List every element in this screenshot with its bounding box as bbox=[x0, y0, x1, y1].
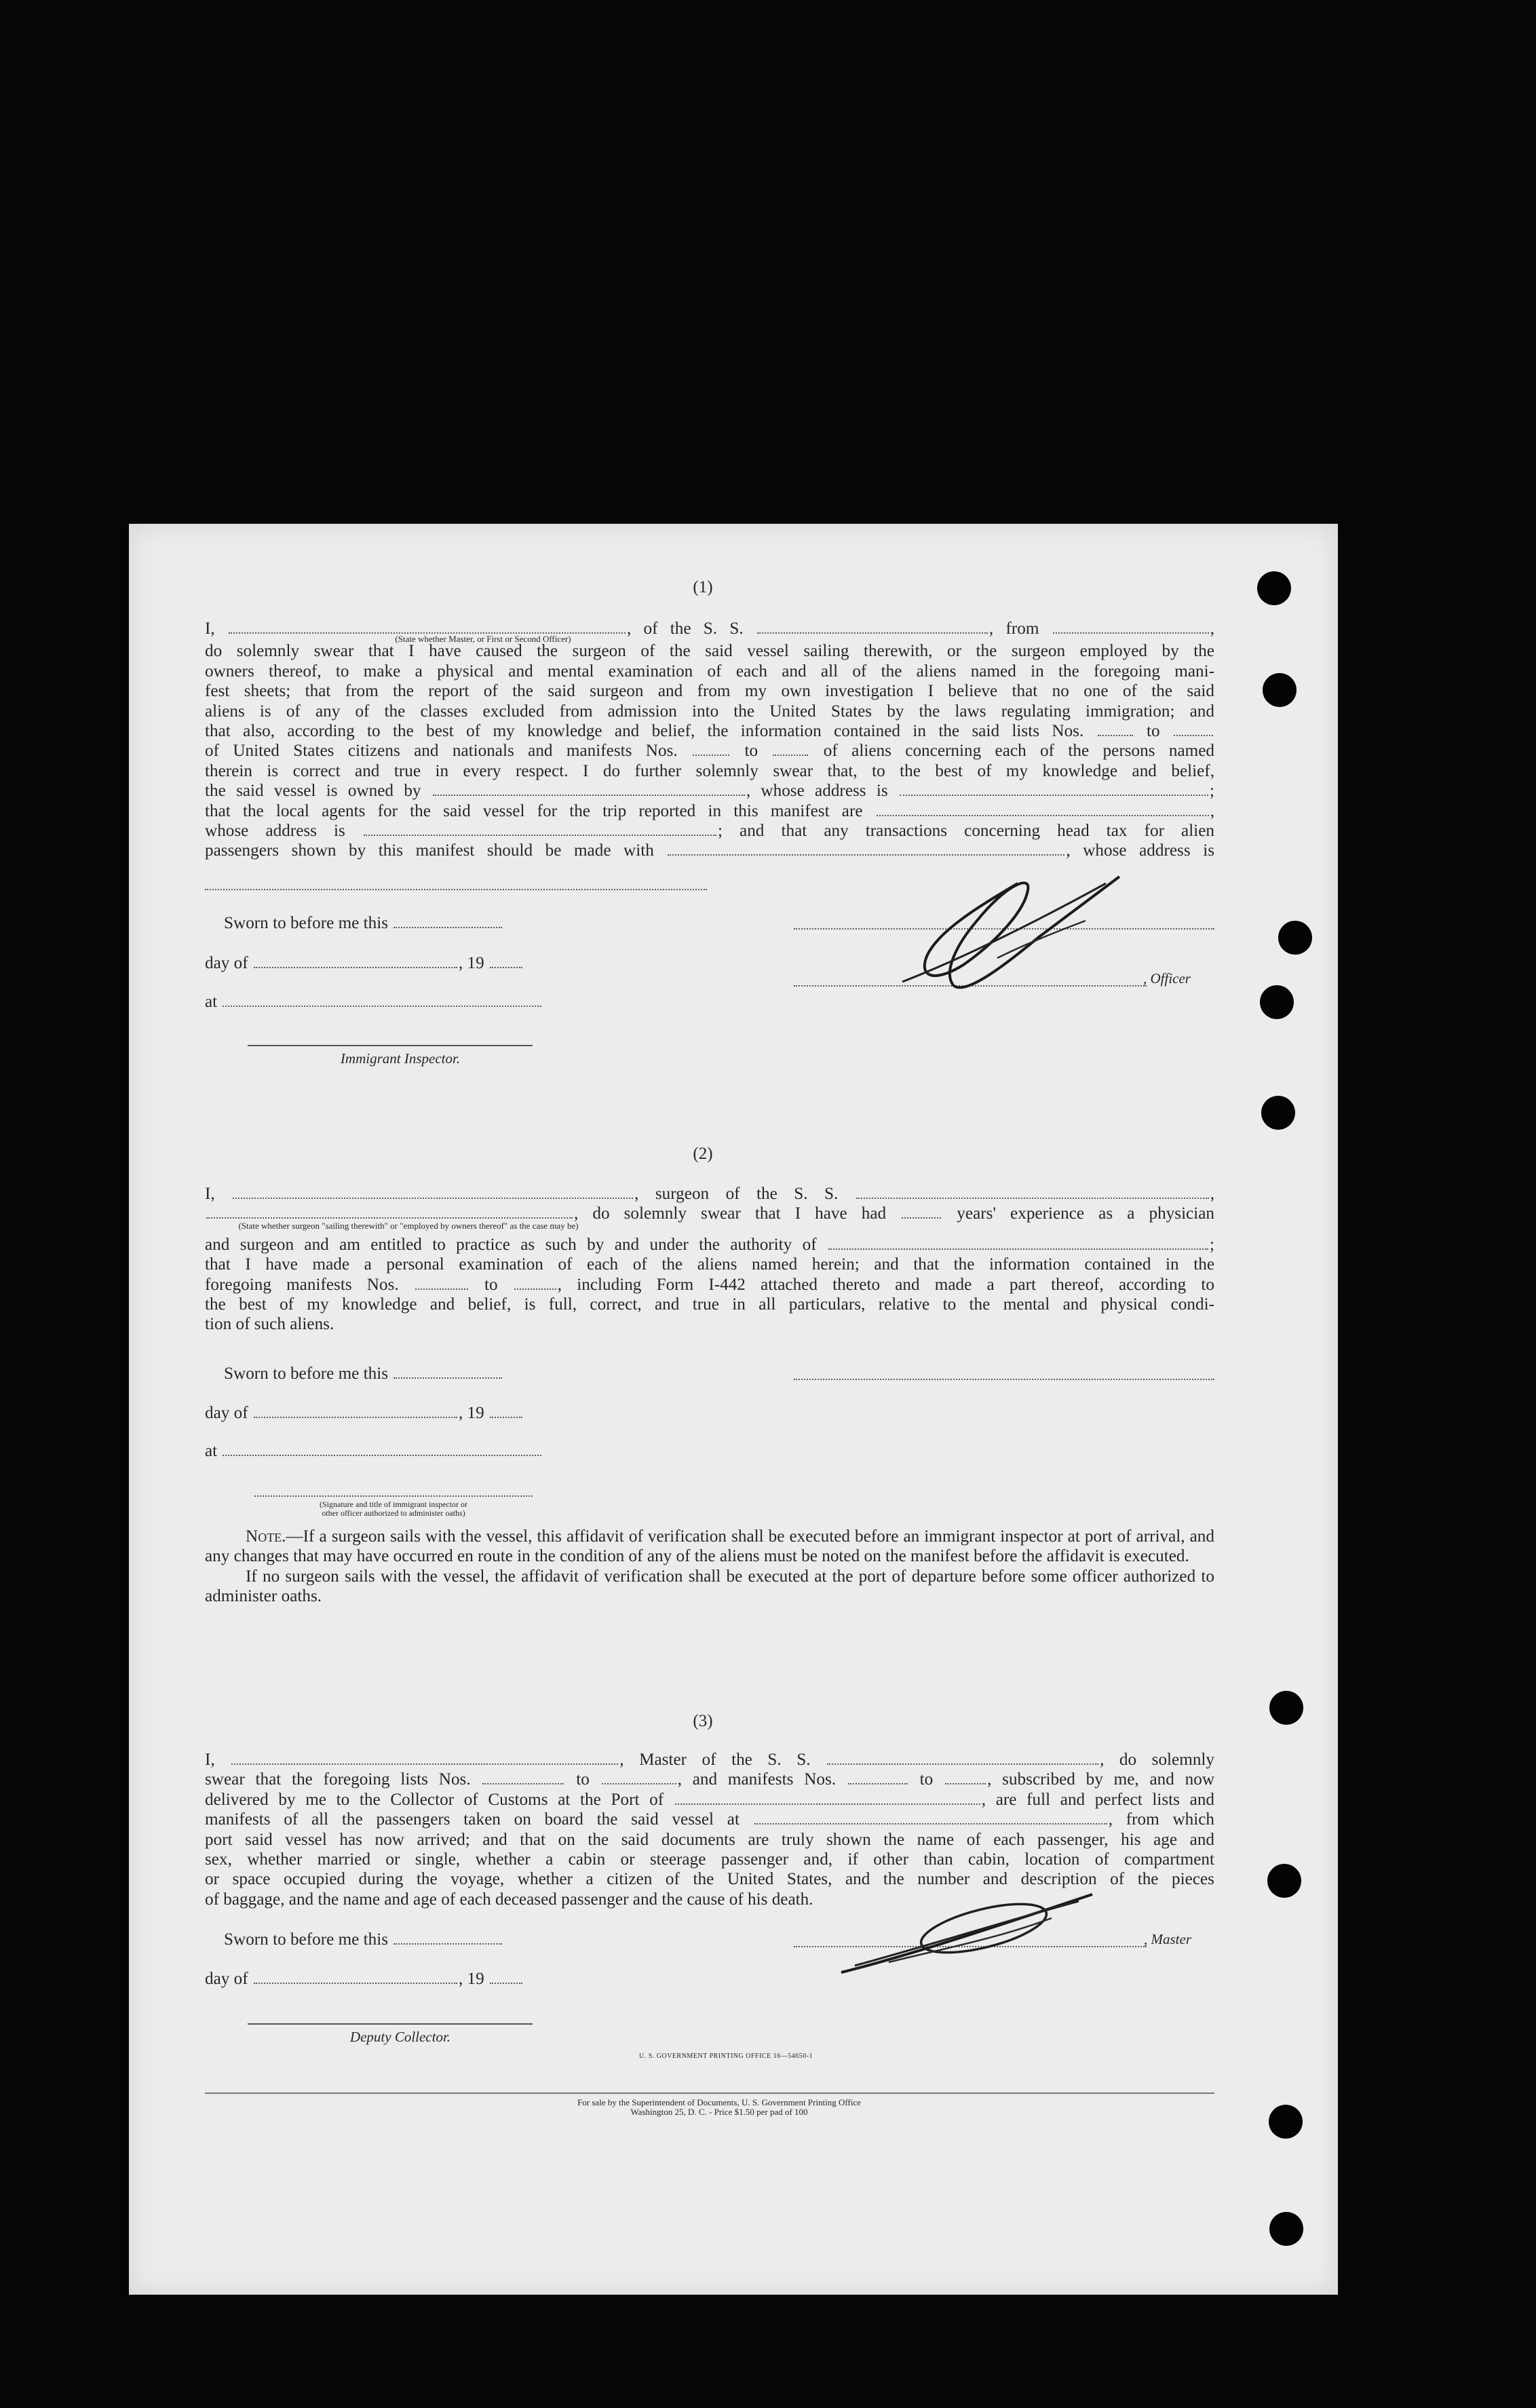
section-2-month-field[interactable] bbox=[254, 1403, 457, 1418]
section-2-line-4: that I have made a personal examination of each of the aliens named herein; and that the information contained in the bbox=[205, 1255, 1214, 1274]
surgeon-note bbox=[205, 1527, 1214, 1607]
section-3-sworn-day-field[interactable] bbox=[393, 1930, 502, 1945]
punch-hole bbox=[1260, 985, 1294, 1019]
signature-title-caption-1: (Signature and title of immigrant inspector or bbox=[320, 1499, 467, 1509]
surgeon-status-field[interactable] bbox=[206, 1204, 573, 1219]
section-1-line-2: do solemnly swear that I have caused the surgeon of the said vessel sailing therewith, or the surgeon employed by the bbox=[205, 642, 1214, 661]
section-1-month-field[interactable] bbox=[254, 953, 457, 968]
section-2-year-field[interactable] bbox=[490, 1403, 522, 1418]
punch-hole bbox=[1278, 921, 1312, 955]
gpo-imprint: U. S. GOVERNMENT PRINTING OFFICE 16—54650-1 bbox=[638, 2052, 813, 2060]
lists-to-field[interactable] bbox=[1174, 721, 1213, 736]
surgeon-vessel-field[interactable] bbox=[856, 1184, 1209, 1199]
note-label: Note. bbox=[246, 1527, 286, 1546]
section-1-line-6: that also, according to the best of my knowledge and belief, the information contained in the said lists Nos. to bbox=[205, 721, 1214, 741]
officer-authorized-signature-line[interactable] bbox=[254, 1495, 533, 1497]
master-lists-from-field[interactable] bbox=[482, 1770, 564, 1784]
surgeon-signature-line[interactable] bbox=[794, 1379, 1214, 1380]
officer-caption: , Officer bbox=[1143, 970, 1191, 987]
lists-from-field[interactable] bbox=[1098, 721, 1133, 736]
local-agents-field[interactable] bbox=[877, 801, 1209, 816]
surgeon-manifests-to-field[interactable] bbox=[514, 1275, 556, 1290]
punch-hole bbox=[1269, 2212, 1303, 2246]
vessel-name-field[interactable] bbox=[757, 619, 988, 634]
section-3-day-of-label: day of , 19 bbox=[205, 1969, 524, 1989]
section-3-sworn-label: Sworn to before me this bbox=[224, 1930, 503, 1949]
master-name-field[interactable] bbox=[231, 1750, 618, 1765]
surgeon-name-field[interactable] bbox=[233, 1184, 633, 1199]
section-1-sworn-day-field[interactable] bbox=[393, 913, 502, 928]
authority-field[interactable] bbox=[828, 1235, 1208, 1250]
immigrant-inspector-caption: Immigrant Inspector. bbox=[340, 1050, 461, 1067]
section-2-place-field[interactable] bbox=[223, 1441, 541, 1456]
section-2-line-6: the best of my knowledge and belief, is full, correct, and true in all particulars, relative to the mental and physical condi- bbox=[205, 1295, 1214, 1314]
sale-notice-1: For sale by the Superintendent of Documents, U. S. Government Printing Office bbox=[577, 2097, 861, 2107]
punch-hole bbox=[1257, 571, 1291, 605]
section-1-day-of-label: day of , 19 bbox=[205, 953, 524, 973]
section-2-line-3: and surgeon and am entitled to practice as such by and under the authority of ; bbox=[205, 1235, 1215, 1254]
section-2-line-7: tion of such aliens. bbox=[205, 1315, 334, 1334]
head-tax-contact-field[interactable] bbox=[668, 841, 1064, 856]
section-3-line-6: sex, whether married or single, whether a cabin or steerage passenger and, if other than cabin, location of compartment bbox=[205, 1850, 1214, 1869]
deputy-collector-caption: Deputy Collector. bbox=[349, 2029, 451, 2045]
surgeon-manifests-from-field[interactable] bbox=[415, 1275, 468, 1290]
section-3-year-field[interactable] bbox=[490, 1969, 522, 1984]
punch-hole bbox=[1263, 673, 1297, 707]
years-experience-field[interactable] bbox=[902, 1204, 941, 1219]
boarding-port-field[interactable] bbox=[754, 1810, 1107, 1824]
from-port-field[interactable] bbox=[1053, 619, 1209, 634]
note-paragraph-2: If no surgeon sails with the vessel, the affidavit of verification shall be executed at the port of departure before some officer authorized to administer oaths. bbox=[205, 1567, 1214, 1606]
section-3-line-3: delivered by me to the Collector of Customs at the Port of , are full and perfect lists and bbox=[205, 1790, 1215, 1809]
signature-title-caption-2: other officer authorized to administer oaths) bbox=[322, 1508, 465, 1518]
section-3-line-8: of baggage, and the name and age of each deceased passenger and the cause of his death. bbox=[205, 1890, 813, 1909]
section-1-affidavit bbox=[205, 619, 1214, 861]
footer-rule bbox=[205, 2092, 1214, 2094]
section-3-line-2: swear that the foregoing lists Nos. to , and manifests Nos. to , subscribed by me, and now bbox=[205, 1770, 1215, 1789]
section-2-number: (2) bbox=[693, 1145, 713, 1163]
manifests-from-field[interactable] bbox=[693, 741, 729, 756]
section-3-line-5: port said vessel has now arrived; and that on the said documents are truly shown the name of each passenger, his age and bbox=[205, 1830, 1214, 1849]
section-2-line-2: , do solemnly swear that I have had years' experience as a physician bbox=[205, 1204, 1214, 1223]
officer-signature bbox=[862, 856, 1147, 1006]
inspector-signature-line bbox=[248, 1045, 533, 1046]
section-2-sworn-label: Sworn to before me this bbox=[224, 1364, 503, 1383]
manifest-verification-page bbox=[129, 524, 1338, 2295]
section-2-at-label: at bbox=[205, 1441, 543, 1461]
master-caption: , Master bbox=[1144, 1931, 1191, 1947]
officer-name-field[interactable] bbox=[229, 619, 626, 634]
section-1-line-7: of United States citizens and nationals and manifests Nos. to of aliens concerning each of the persons named bbox=[205, 742, 1215, 761]
section-1-line-12: passengers shown by this manifest should be made with , whose address is bbox=[205, 841, 1215, 860]
section-1-line-3: owners thereof, to make a physical and mental examination of each and all of the aliens named in the foregoing mani- bbox=[205, 662, 1214, 681]
section-1-line-5: aliens is of any of the classes excluded from admission into the United States by the laws regulating immigration; and bbox=[205, 702, 1214, 721]
section-2-sworn-day-field[interactable] bbox=[393, 1364, 502, 1379]
section-1-number: (1) bbox=[693, 578, 713, 596]
section-1-line-9: the said vessel is owned by , whose address is ; bbox=[205, 782, 1214, 801]
section-1-line-8: therein is correct and true in every respect. I do further solemnly swear that, to the best of my knowledge and belief, bbox=[205, 761, 1214, 780]
note-paragraph-1: Note.—If a surgeon sails with the vessel, this affidavit of verification shall be executed before an immigrant inspector at port of arrival, and any changes that may have occurred en route in the condition of any of the aliens must be noted on the manifest before the affidavit is executed. bbox=[205, 1527, 1214, 1566]
section-1-at-label: at bbox=[205, 992, 543, 1012]
head-tax-address-field[interactable] bbox=[205, 889, 707, 890]
section-1-place-field[interactable] bbox=[223, 992, 541, 1007]
master-manifests-to-field[interactable] bbox=[945, 1770, 986, 1784]
section-1-line-1: I, , of the S. S. , from , bbox=[205, 619, 1215, 638]
section-1-line-10: that the local agents for the said vessel for the trip reported in this manifest are , bbox=[205, 801, 1215, 820]
punch-hole bbox=[1267, 1864, 1301, 1898]
punch-hole bbox=[1261, 1096, 1295, 1130]
officer-title-caption: (State whether Master, or First or Second Officer) bbox=[395, 634, 571, 644]
owner-address-field[interactable] bbox=[900, 781, 1208, 796]
section-1-sworn-label: Sworn to before me this bbox=[224, 913, 503, 933]
section-3-month-field[interactable] bbox=[254, 1969, 457, 1984]
sale-notice-2: Washington 25, D. C. - Price $1.50 per pad of 100 bbox=[630, 2107, 808, 2117]
section-3-line-7: or space occupied during the voyage, whether a citizen of the United States, and the number and description of the pieces bbox=[205, 1870, 1214, 1889]
section-3-number: (3) bbox=[693, 1712, 713, 1730]
surgeon-status-caption: (State whether surgeon "sailing therewith" or "employed by owners thereof" as the case may be) bbox=[238, 1221, 579, 1231]
section-2-line-5: foregoing manifests Nos. to , including Form I-442 attached thereto and made a part thereof, according to bbox=[205, 1275, 1215, 1294]
section-2-day-of-label: day of , 19 bbox=[205, 1403, 524, 1423]
manifests-to-field[interactable] bbox=[773, 741, 808, 756]
section-1-year-field[interactable] bbox=[490, 953, 522, 968]
section-2-line-1: I, , surgeon of the S. S. , bbox=[205, 1185, 1214, 1203]
section-2-affidavit bbox=[205, 1184, 1214, 1335]
owner-field[interactable] bbox=[433, 781, 745, 796]
master-lists-to-field[interactable] bbox=[602, 1770, 676, 1784]
deputy-collector-signature-line bbox=[248, 2023, 533, 2025]
punch-hole bbox=[1269, 1691, 1303, 1725]
port-field[interactable] bbox=[675, 1790, 980, 1805]
master-manifests-from-field[interactable] bbox=[848, 1770, 908, 1784]
agents-address-field[interactable] bbox=[364, 821, 716, 836]
master-vessel-field[interactable] bbox=[827, 1750, 1098, 1765]
section-1-line-11: whose address is ; and that any transactions concerning head tax for alien bbox=[205, 822, 1215, 841]
section-3-line-1: I, , Master of the S. S. , do solemnly bbox=[205, 1751, 1215, 1769]
section-3-line-4: manifests of all the passengers taken on board the said vessel at , from which bbox=[205, 1810, 1215, 1829]
section-1-line-4: fest sheets; that from the report of the said surgeon and from my own investigation I believe that no one of the said bbox=[205, 682, 1214, 701]
punch-hole bbox=[1269, 2105, 1303, 2139]
master-signature bbox=[828, 1881, 1113, 1989]
